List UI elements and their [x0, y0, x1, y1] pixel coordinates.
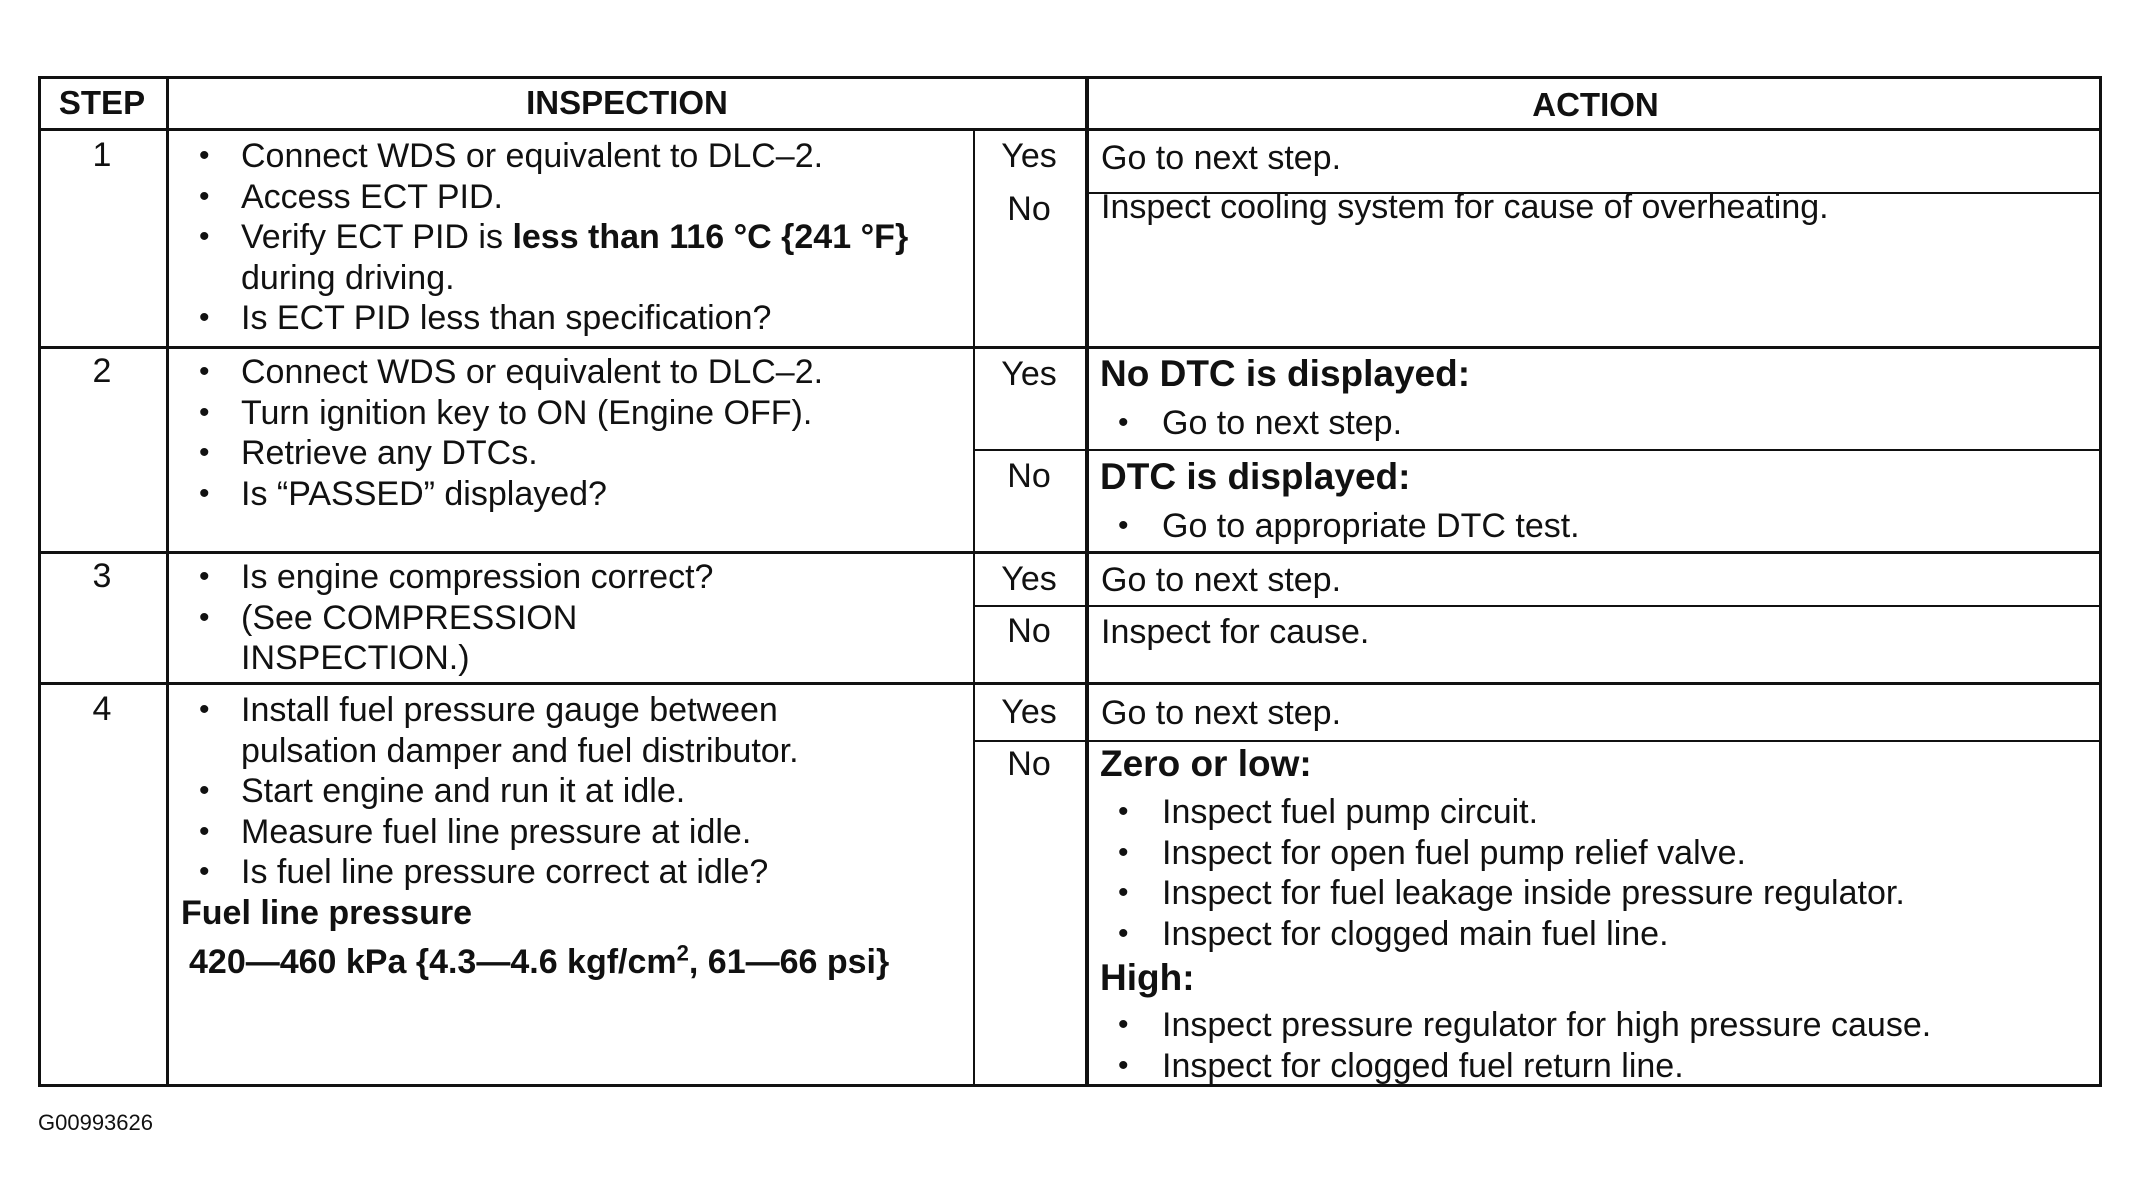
no-label: No: [1007, 612, 1051, 650]
spec-label: Fuel line pressure: [181, 894, 472, 932]
action-list: [1088, 792, 1905, 954]
yes-no-divider-3: [973, 605, 2102, 607]
spec-highlight: less than 116 °C {241 °F}: [512, 218, 909, 256]
list-item: • Go to next step.: [1088, 403, 1402, 444]
list-item: • Is fuel line pressure correct at idle?: [169, 852, 799, 893]
step-number: 1: [92, 136, 112, 174]
no-action: Inspect for cause.: [1101, 613, 1370, 651]
no-action: Inspect cooling system for cause of overheating.: [1101, 188, 1829, 226]
header-action: ACTION: [1532, 86, 1659, 123]
no-label: No: [1007, 190, 1051, 228]
yes-action: Go to next step.: [1101, 139, 1342, 177]
list-item: • (See COMPRESSION: [169, 598, 713, 639]
list-item: • Install fuel pressure gauge between: [169, 690, 799, 731]
spec-value: [189, 942, 889, 983]
row-divider-3: [38, 682, 2102, 685]
yes-action: Go to next step.: [1101, 561, 1342, 599]
inspection-list: [169, 136, 908, 339]
list-item: • Go to appropriate DTC test.: [1088, 506, 1580, 547]
yes-no-divider-2: [973, 449, 2102, 451]
spec-value-main: 420—460 kPa {4.3—4.6 kgf/cm: [189, 943, 677, 981]
step-number: 4: [92, 690, 112, 728]
spec-value-tail: , 61—66 psi}: [688, 943, 890, 981]
action-list: [1088, 403, 1402, 444]
no-label: No: [1007, 457, 1051, 495]
yes-heading: No DTC is displayed:: [1100, 353, 1471, 394]
spec-value-superscript: 2: [676, 940, 689, 966]
action-list: [1088, 1005, 1931, 1086]
inspection-list: [169, 352, 823, 514]
inspection-list: [169, 557, 713, 679]
row-divider-2: [38, 551, 2102, 554]
yes-label: Yes: [1001, 137, 1057, 175]
inspection-text: Verify ECT PID is: [241, 218, 513, 256]
list-item: • Is engine compression correct?: [169, 557, 713, 598]
list-item: • Inspect fuel pump circuit.: [1088, 792, 1905, 833]
yes-label: Yes: [1001, 355, 1057, 393]
step-number: 2: [92, 352, 112, 390]
list-item: • Access ECT PID.: [169, 177, 908, 218]
no-heading-zero-low: Zero or low:: [1100, 743, 1312, 784]
action-list: [1088, 506, 1580, 547]
list-item: • Connect WDS or equivalent to DLC–2.: [169, 352, 823, 393]
list-item: • Turn ignition key to ON (Engine OFF).: [169, 393, 823, 434]
list-item: • Inspect for clogged main fuel line.: [1088, 914, 1905, 955]
list-item: • Inspect pressure regulator for high pressure cause.: [1088, 1005, 1931, 1046]
list-item-continuation: INSPECTION.): [241, 639, 470, 677]
inspection-list: [169, 690, 799, 893]
header-step: STEP: [58, 84, 146, 121]
list-item: • Retrieve any DTCs.: [169, 433, 823, 474]
step-number: 3: [92, 557, 112, 595]
yes-action: Go to next step.: [1101, 694, 1342, 732]
no-heading-high: High:: [1100, 957, 1195, 998]
list-item-continuation: pulsation damper and fuel distributor.: [241, 731, 799, 770]
list-item: • Is ECT PID less than specification?: [169, 298, 908, 339]
list-item: • Is “PASSED” displayed?: [169, 474, 823, 515]
list-item: • Inspect for fuel leakage inside pressure regulator.: [1088, 873, 1905, 914]
header-inspection: INSPECTION: [526, 84, 728, 121]
no-heading: DTC is displayed:: [1100, 456, 1411, 497]
yes-label: Yes: [1001, 693, 1057, 731]
row-divider-1: [38, 346, 2102, 349]
list-item: • Start engine and run it at idle.: [169, 771, 799, 812]
list-item: • Measure fuel line pressure at idle.: [169, 812, 799, 853]
list-item: • Connect WDS or equivalent to DLC–2.: [169, 136, 908, 177]
figure-id: G00993626: [38, 1110, 153, 1135]
no-label: No: [1007, 745, 1051, 783]
yes-label: Yes: [1001, 560, 1057, 598]
list-item: • Inspect for open fuel pump relief valve.: [1088, 833, 1905, 874]
list-item-continuation: during driving.: [241, 258, 455, 297]
list-item: [169, 217, 908, 258]
col-divider-yesno: [973, 130, 975, 1087]
list-item: • Inspect for clogged fuel return line.: [1088, 1046, 1931, 1087]
